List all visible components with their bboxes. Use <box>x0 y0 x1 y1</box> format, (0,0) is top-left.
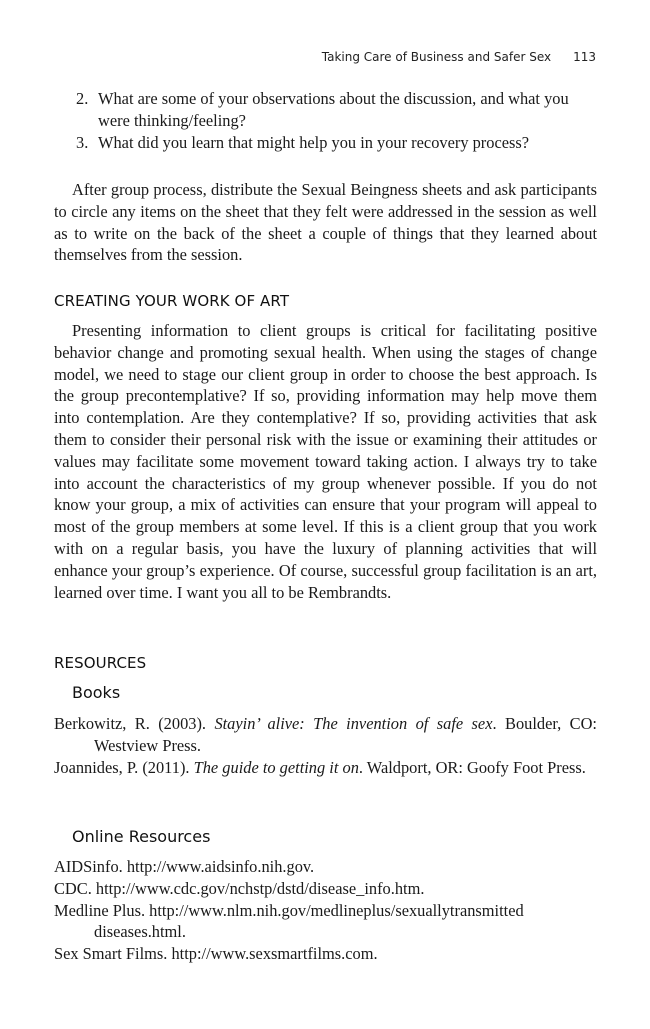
book-reference: Joannides, P. (2011). The guide to getting it on. Waldport, OR: Goofy Foot Press. <box>54 757 586 777</box>
book-title: The guide to getting it on <box>193 757 359 777</box>
question-item: 3. What did you learn that might help you in your recovery process? <box>76 132 530 152</box>
question-text: What did you learn that might help you in your recovery process? <box>98 132 530 152</box>
running-head <box>322 50 596 64</box>
running-head-title: Taking Care of Business and Safer Sex <box>321 50 552 64</box>
paragraph-after-group: After group process, distribute the Sexual Beingness sheets and ask participants to circle any items on the sheet that they felt were addressed in the session as well as to write on the back of the sheet a couple of things that they learned about themselves from the session. <box>54 180 597 265</box>
body-paragraph-art <box>54 320 597 603</box>
online-reference: Medline Plus. http://www.nlm.nih.gov/medlineplus/sexuallytransmitted diseases.html. <box>54 900 524 942</box>
book-title: Stayin’ alive: The invention of safe sex <box>214 714 493 733</box>
book-reference: Berkowitz, R. (2003). Stayin’ alive: The invention of safe sex. Boulder, CO: Westview Press. <box>54 714 597 755</box>
books-list <box>54 713 597 778</box>
page-number: 113 <box>573 50 596 64</box>
question-list <box>54 88 597 153</box>
online-reference: Sex Smart Films. http://www.sexsmartfilms.com. <box>54 944 378 964</box>
section-heading-art: CREATING YOUR WORK OF ART <box>54 292 290 310</box>
question-text: What are some of your observations about the discussion, and what you were thinking/feeling? <box>98 89 569 130</box>
subheading-online-resources: Online Resources <box>72 827 211 846</box>
online-resources-list <box>54 856 597 965</box>
section-heading-resources: RESOURCES <box>54 654 147 672</box>
online-reference: AIDSinfo. http://www.aidsinfo.nih.gov. <box>54 857 315 876</box>
paragraph-art: Presenting information to client groups is critical for facilitating positive behavior change and promoting sexual health. When using the stages of change model, we need to stage our client group in order to choose the best approach. Is the group precontemplative? If so, providing information may help move them into contemplation. Are they contemplative? If so, providing activities that ask them to consider their personal risk with the issue or examining their attitudes or values may facilitate some movement toward taking action. I always try to take into account the characteristics of my group whenever possible. If you do not know your group, a mix of activities can ensure that your program will appeal to most of the group members at some level. If this is a client group that you work with on a regular basis, you have the luxury of planning activities that will enhance your group’s experience. Of course, successful group facilitation is an art, learned over time. I want you all to be Rembrandts. <box>54 321 597 602</box>
subheading-books: Books <box>72 683 121 702</box>
question-item: 2. What are some of your observations about the discussion, and what you were thinking/feeling? <box>76 89 569 130</box>
online-reference: CDC. http://www.cdc.gov/nchstp/dstd/disease_info.htm. <box>54 878 425 898</box>
body-paragraph-group <box>54 179 597 266</box>
